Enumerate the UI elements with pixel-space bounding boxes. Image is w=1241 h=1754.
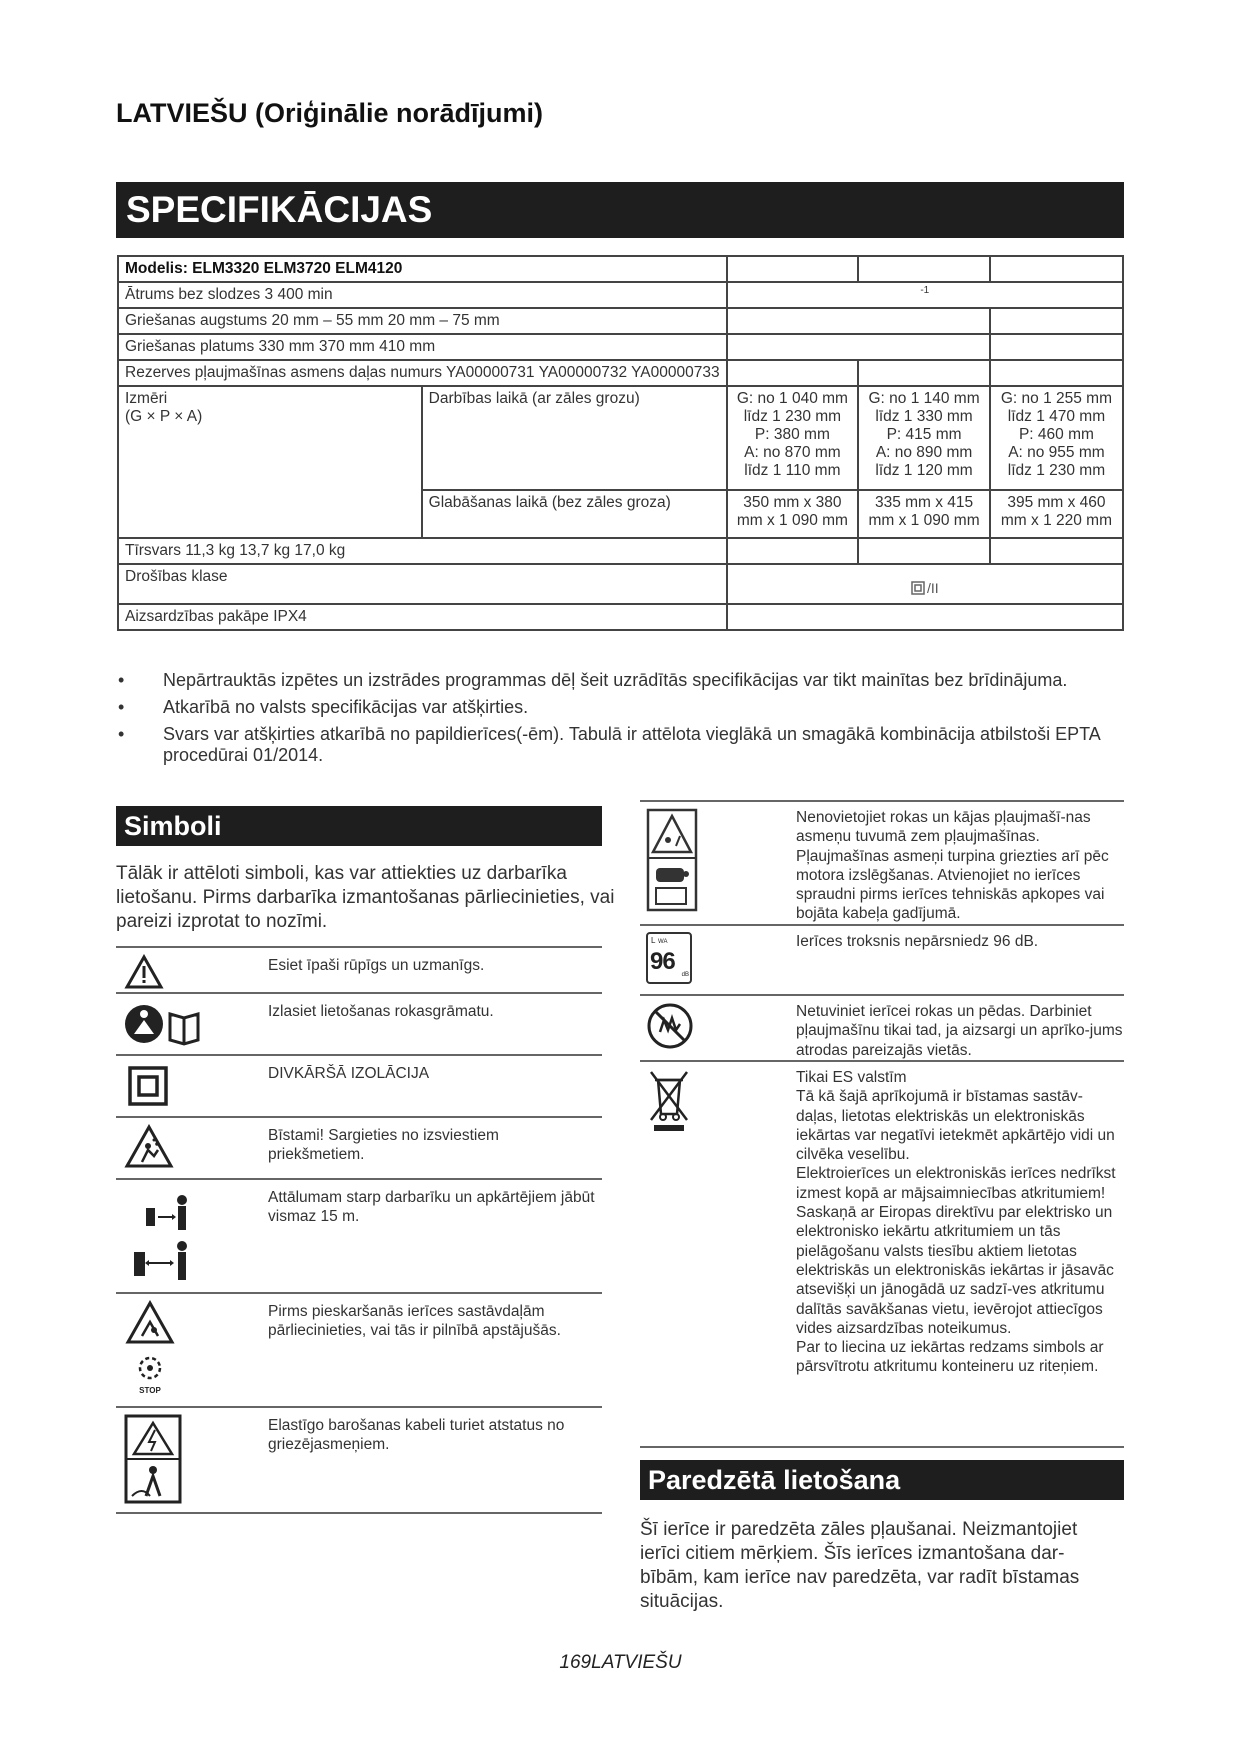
keep-distance-icon: [124, 1186, 244, 1286]
weight-label: Tīrsvars 11,3 kg 13,7 kg 17,0 kg: [118, 538, 727, 564]
weee-bin-icon: [646, 1068, 766, 1132]
page-footer: 169LATVIEŠU: [559, 1652, 682, 1673]
symbol-row: [116, 992, 602, 1056]
storage-label: Glabāšanas laikā (bez zāles groza): [422, 490, 727, 538]
symbol-row: [116, 1406, 602, 1514]
symbol-row: [640, 1060, 1124, 1448]
power-cable-icon: [124, 1414, 244, 1504]
symbol-row: [640, 924, 1124, 996]
cut-height-label: Griešanas augstums 20 mm – 55 mm 20 mm – 75 mm: [118, 308, 727, 334]
page-title: LATVIEŠU (Oriģinālie norādījumi): [116, 98, 544, 128]
symbol-row: [116, 946, 602, 994]
op-value-3: G: no 1 255 mm līdz 1 470 mm P: 460 mm A: no 955 mm līdz 1 230 mm: [990, 386, 1123, 490]
storage-value-3: 395 mm x 460 mm x 1 220 mm: [990, 490, 1123, 538]
spec-notes: [116, 670, 1126, 772]
op-value-1: G: no 1 040 mm līdz 1 230 mm P: 380 mm A: no 870 mm līdz 1 110 mm: [727, 386, 859, 490]
op-label: Darbības laikā (ar zāles grozu): [422, 386, 727, 490]
speed-label: Ātrums bez slodzes 3 400 min: [118, 282, 727, 308]
note-item: • Atkarībā no valsts specifikācijas var atšķirties.: [116, 697, 1126, 718]
dims-label: Izmēri (G × P × A): [118, 386, 422, 538]
op-value-2: G: no 1 140 mm līdz 1 330 mm P: 415 mm A: no 890 mm līdz 1 120 mm: [858, 386, 990, 490]
ip-label: Aizsardzības pakāpe IPX4: [118, 604, 727, 630]
intended-use-heading: Paredzētā lietošana: [640, 1460, 1124, 1500]
symbol-text: Bīstami! Sargieties no izsviestiem priekšmetiem.: [268, 1127, 499, 1163]
symbol-text: Ierīces troksnis nepārsniedz 96 dB.: [796, 933, 1039, 950]
symbol-text: Netuviniet ierīcei rokas un pēdas. Darbiniet pļaujmašīnu tikai tad, ja aizsargi un aprīko-jums atrodas pareizajās vietās.: [796, 1003, 1123, 1059]
spec-row-dims-op: [118, 386, 1123, 490]
double-insulation-icon: [911, 581, 925, 595]
symbol-text: Attālumam starp darbarīku un apkārtējiem jābūt vismaz 15 m.: [268, 1189, 595, 1225]
safety-class-label: Drošības klase: [118, 564, 727, 604]
storage-value-1: 350 mm x 380 mm x 1 090 mm: [727, 490, 859, 538]
wait-stop-icon: [124, 1300, 244, 1395]
spec-row-weight: [118, 538, 1123, 564]
keep-hands-away-icon: [646, 1002, 766, 1050]
symbol-row: [116, 1116, 602, 1180]
symbol-row: [116, 1292, 602, 1408]
symbols-heading: Simboli: [116, 806, 602, 846]
spec-row-speed: [118, 282, 1123, 308]
symbol-text: Izlasiet lietošanas rokasgrāmatu.: [268, 1003, 494, 1020]
spec-row-part-no: [118, 360, 1123, 386]
symbol-text: DIVKĀRŠĀ IZOLĀCIJA: [268, 1065, 430, 1082]
symbol-row: [640, 994, 1124, 1062]
blade-warning-icon: [646, 808, 766, 912]
safety-class-value: /II: [727, 564, 1123, 604]
spec-row-safety-class: [118, 564, 1123, 604]
model-label: Modelis: ELM3320 ELM3720 ELM4120: [118, 256, 727, 282]
storage-value-2: 335 mm x 415 mm x 1 090 mm: [858, 490, 990, 538]
symbol-text: Elastīgo barošanas kabeli turiet atstatus no griezējasmeņiem.: [268, 1417, 565, 1453]
symbol-text: Pirms pieskaršanās ierīces sastāvdaļām pārliecinieties, vai tās ir pilnībā apstājušās.: [268, 1303, 561, 1339]
symbol-text: Tikai ES valstīm Tā kā šajā aprīkojumā ir bīstamas sastāv-daļas, lietotas elektriskās un elektroniskās iekārtas var negatīvi ietekmēt apkārtējo vidi un cilvēka veselību. Elektroierīces un elektroniskās ierīces nedrīkst izmest kopā ar mājsaimniecības atkritumiem! Saskaņā ar Eiropas direktīvu par elektrisko un elektronisko iekārtu atkritumiem un tās pielāgošanu valsts tiesību aktiem lietotas elektriskās un elektroniskās iekārtas ir jāsavāc atsevišķi un jānogādā uz sadzī-ves atkritumu dalītās savākšanas vietu, ievērojot attiecīgos vides aizsardzības noteikumus. Par to liecina uz iekārtas redzams simbols ar pārsvītrotu atkritumu konteineru uz riteņiem.: [796, 1069, 1116, 1376]
part-number-label: Rezerves pļaujmašīnas asmens daļas numurs YA00000731 YA00000732 YA00000733: [118, 360, 727, 386]
spec-heading: SPECIFIKĀCIJAS: [116, 182, 1124, 238]
symbol-row: [116, 1178, 602, 1294]
spec-row-cut-width: [118, 334, 1123, 360]
speed-unit-sup: -1: [727, 282, 1123, 308]
note-item: • Nepārtrauktās izpētes un izstrādes programmas dēļ šeit uzrādītās specifikācijas var tikt mainītas bez brīdinājuma.: [116, 670, 1126, 691]
intended-use-text: Šī ierīce ir paredzēta zāles pļaušanai. Neizmantojiet ierīci citiem mērķiem. Šīs ierīces izmantošana dar-bībām, kam ierīce nav paredzēta, var radīt bīstamas situācijas.: [640, 1519, 1080, 1612]
read-manual-icon: [124, 1000, 244, 1048]
spec-row-ip: [118, 604, 1123, 630]
symbol-row: [116, 1054, 602, 1118]
note-item: • Svars var atšķirties atkarībā no papildierīces(-ēm). Tabulā ir attēlota vieglākā un smagākā kombinācija atbilstoši EPTA procedūrai 01/2014.: [116, 724, 1126, 766]
symbol-text: Nenovietojiet rokas un kājas pļaujmašī-nas asmeņu tuvumā zem pļaujmašīnas. Pļaujmašīnas asmeņi turpina griezties arī pēc motora izslēgšanas. Atvienojiet no ierīces spraudni pirms ierīces tehniskās apkopes vai bojāta kabeļa gadījumā.: [796, 809, 1109, 923]
stop-label: STOP: [139, 1386, 161, 1395]
cut-width-label: Griešanas platums 330 mm 370 mm 410 mm: [118, 334, 727, 360]
spec-row-cut-height: [118, 308, 1123, 334]
symbol-row: [640, 800, 1124, 926]
spec-table: [117, 255, 1124, 631]
symbols-intro: Tālāk ir attēloti simboli, kas var attiekties uz darbarīka lietošanu. Pirms darbarīka izmantošanas pārliecinieties, vai pareizi izprotat to nozīmi.: [116, 863, 615, 932]
warning-triangle-icon: [124, 954, 244, 990]
symbol-text: Esiet īpaši rūpīgs un uzmanīgs.: [268, 957, 485, 974]
double-insulation-icon: [124, 1062, 244, 1112]
noise-level-icon: L WA 96 dB: [646, 932, 766, 984]
thrown-objects-icon: [124, 1124, 244, 1170]
spec-row-model: [118, 256, 1123, 282]
